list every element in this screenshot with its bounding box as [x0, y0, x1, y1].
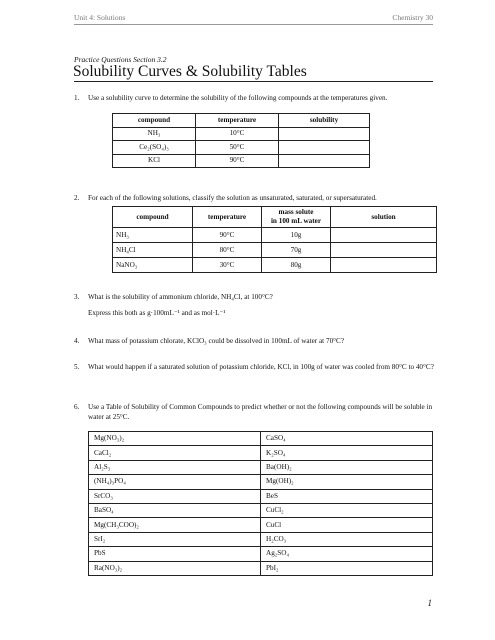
column-header: temperature — [196, 114, 279, 128]
table-cell[interactable]: Mg(NO₃)₂ — [89, 432, 261, 446]
question-1 — [74, 94, 434, 104]
table-cell: 90°C — [196, 154, 279, 168]
question-number: 5. — [74, 363, 80, 371]
running-header-left: Unit 4: Solutions — [74, 13, 126, 22]
table-row — [89, 446, 433, 460]
question-text: For each of the following solutions, classify the solution as unsaturated, saturated, or supersaturated. — [88, 194, 377, 202]
question-text: What would happen if a saturated solution of potassium chloride, KCl, in 100g of water was cooled from 80°C to 40°C? — [88, 363, 434, 371]
table-row — [113, 243, 437, 258]
table-cell: NH₃ — [113, 228, 193, 243]
table-cell[interactable]: CuCl₂ — [261, 503, 433, 517]
header-rule — [74, 24, 433, 25]
table-cell: 30°C — [193, 258, 262, 273]
table-cell: 80g — [262, 258, 331, 273]
table-cell[interactable]: PbS — [89, 547, 261, 561]
table-row — [89, 532, 433, 546]
table-cell[interactable]: PbI₂ — [261, 561, 433, 575]
table-row — [113, 141, 370, 155]
question-text: Use a solubility curve to determine the solubility of the following compounds at the temperatures given. — [88, 94, 388, 102]
question-text: What is the solubility of ammonium chloride, NH₄Cl, at 100°C? — [88, 293, 273, 301]
question-2 — [74, 194, 434, 204]
table-row — [89, 432, 433, 446]
table-cell: Ce₂(SO₄)₃ — [113, 141, 196, 155]
table-row — [89, 475, 433, 489]
question-3-subtext: Express this both as g·100mL⁻¹ and as mol·L⁻¹ — [88, 309, 226, 317]
table-cell[interactable]: SrCO₃ — [89, 489, 261, 503]
table-cell: 90°C — [193, 228, 262, 243]
question-number: 1. — [74, 94, 80, 102]
table-cell[interactable]: BaSO₄ — [89, 503, 261, 517]
table-cell[interactable]: Mg(CH₃COO)₂ — [89, 518, 261, 532]
answer-cell[interactable] — [279, 154, 370, 168]
answer-cell[interactable] — [331, 243, 437, 258]
table-cell: 70g — [262, 243, 331, 258]
column-header-mass: mass solute in 100 mL water — [262, 207, 331, 228]
table-row — [89, 518, 433, 532]
saturation-table — [112, 206, 437, 273]
answer-cell[interactable] — [331, 258, 437, 273]
table-row — [89, 460, 433, 474]
table-cell: 80°C — [193, 243, 262, 258]
title-rule — [74, 81, 433, 82]
compounds-table — [88, 431, 433, 576]
question-text: What mass of potassium chlorate, KClO₃ could be dissolved in 100mL of water at 70°C? — [88, 337, 345, 345]
table-cell[interactable]: Ra(NO₃)₂ — [89, 561, 261, 575]
table-cell: NH₃ — [113, 127, 196, 141]
table-row — [89, 503, 433, 517]
table-row — [89, 489, 433, 503]
question-text: Use a Table of Solubility of Common Compounds to predict whether or not the following compounds will be soluble in water at 25°C. — [88, 403, 433, 421]
table-cell[interactable]: K₂SO₄ — [261, 446, 433, 460]
table-cell[interactable]: H₂CO₃ — [261, 532, 433, 546]
table-row — [89, 561, 433, 575]
table-cell[interactable]: (NH₄)₃PO₄ — [89, 475, 261, 489]
table-cell[interactable]: BeS — [261, 489, 433, 503]
section-label: Practice Questions Section 3.2 — [74, 55, 167, 64]
solubility-table — [112, 113, 370, 168]
table-cell: NaNO₃ — [113, 258, 193, 273]
table-cell[interactable]: Mg(OH)₂ — [261, 475, 433, 489]
table-row — [113, 228, 437, 243]
table-row — [113, 127, 370, 141]
answer-cell[interactable] — [331, 228, 437, 243]
page-number: 1 — [427, 598, 432, 608]
table-cell: 10°C — [196, 127, 279, 141]
table-row — [113, 258, 437, 273]
table-cell[interactable]: Ag₂SO₄ — [261, 547, 433, 561]
column-header: compound — [113, 207, 193, 228]
answer-cell[interactable] — [279, 127, 370, 141]
table-cell[interactable]: SrI₂ — [89, 532, 261, 546]
table-cell: NH₄Cl — [113, 243, 193, 258]
question-3 — [74, 293, 434, 303]
question-5 — [74, 363, 434, 373]
running-header-right: Chemistry 30 — [392, 13, 433, 22]
table-cell[interactable]: Al₂S₃ — [89, 460, 261, 474]
table-cell: KCl — [113, 154, 196, 168]
table-cell[interactable]: Ba(OH)₂ — [261, 460, 433, 474]
column-header: compound — [113, 114, 196, 128]
table-cell[interactable]: CaSO₄ — [261, 432, 433, 446]
table-cell: 10g — [262, 228, 331, 243]
question-number: 2. — [74, 194, 80, 202]
table-cell[interactable]: CuCl — [261, 518, 433, 532]
table-cell: 50°C — [196, 141, 279, 155]
table-cell[interactable]: CaCl₂ — [89, 446, 261, 460]
question-6 — [74, 403, 434, 422]
question-number: 4. — [74, 337, 80, 345]
table-row — [89, 547, 433, 561]
table-row — [113, 154, 370, 168]
column-header: solution — [331, 207, 437, 228]
question-4 — [74, 337, 434, 347]
column-header: solubility — [279, 114, 370, 128]
page-title: Solubility Curves & Solubility Tables — [73, 63, 307, 80]
question-number: 3. — [74, 293, 80, 301]
question-number: 6. — [74, 403, 80, 411]
answer-cell[interactable] — [279, 141, 370, 155]
column-header: temperature — [193, 207, 262, 228]
